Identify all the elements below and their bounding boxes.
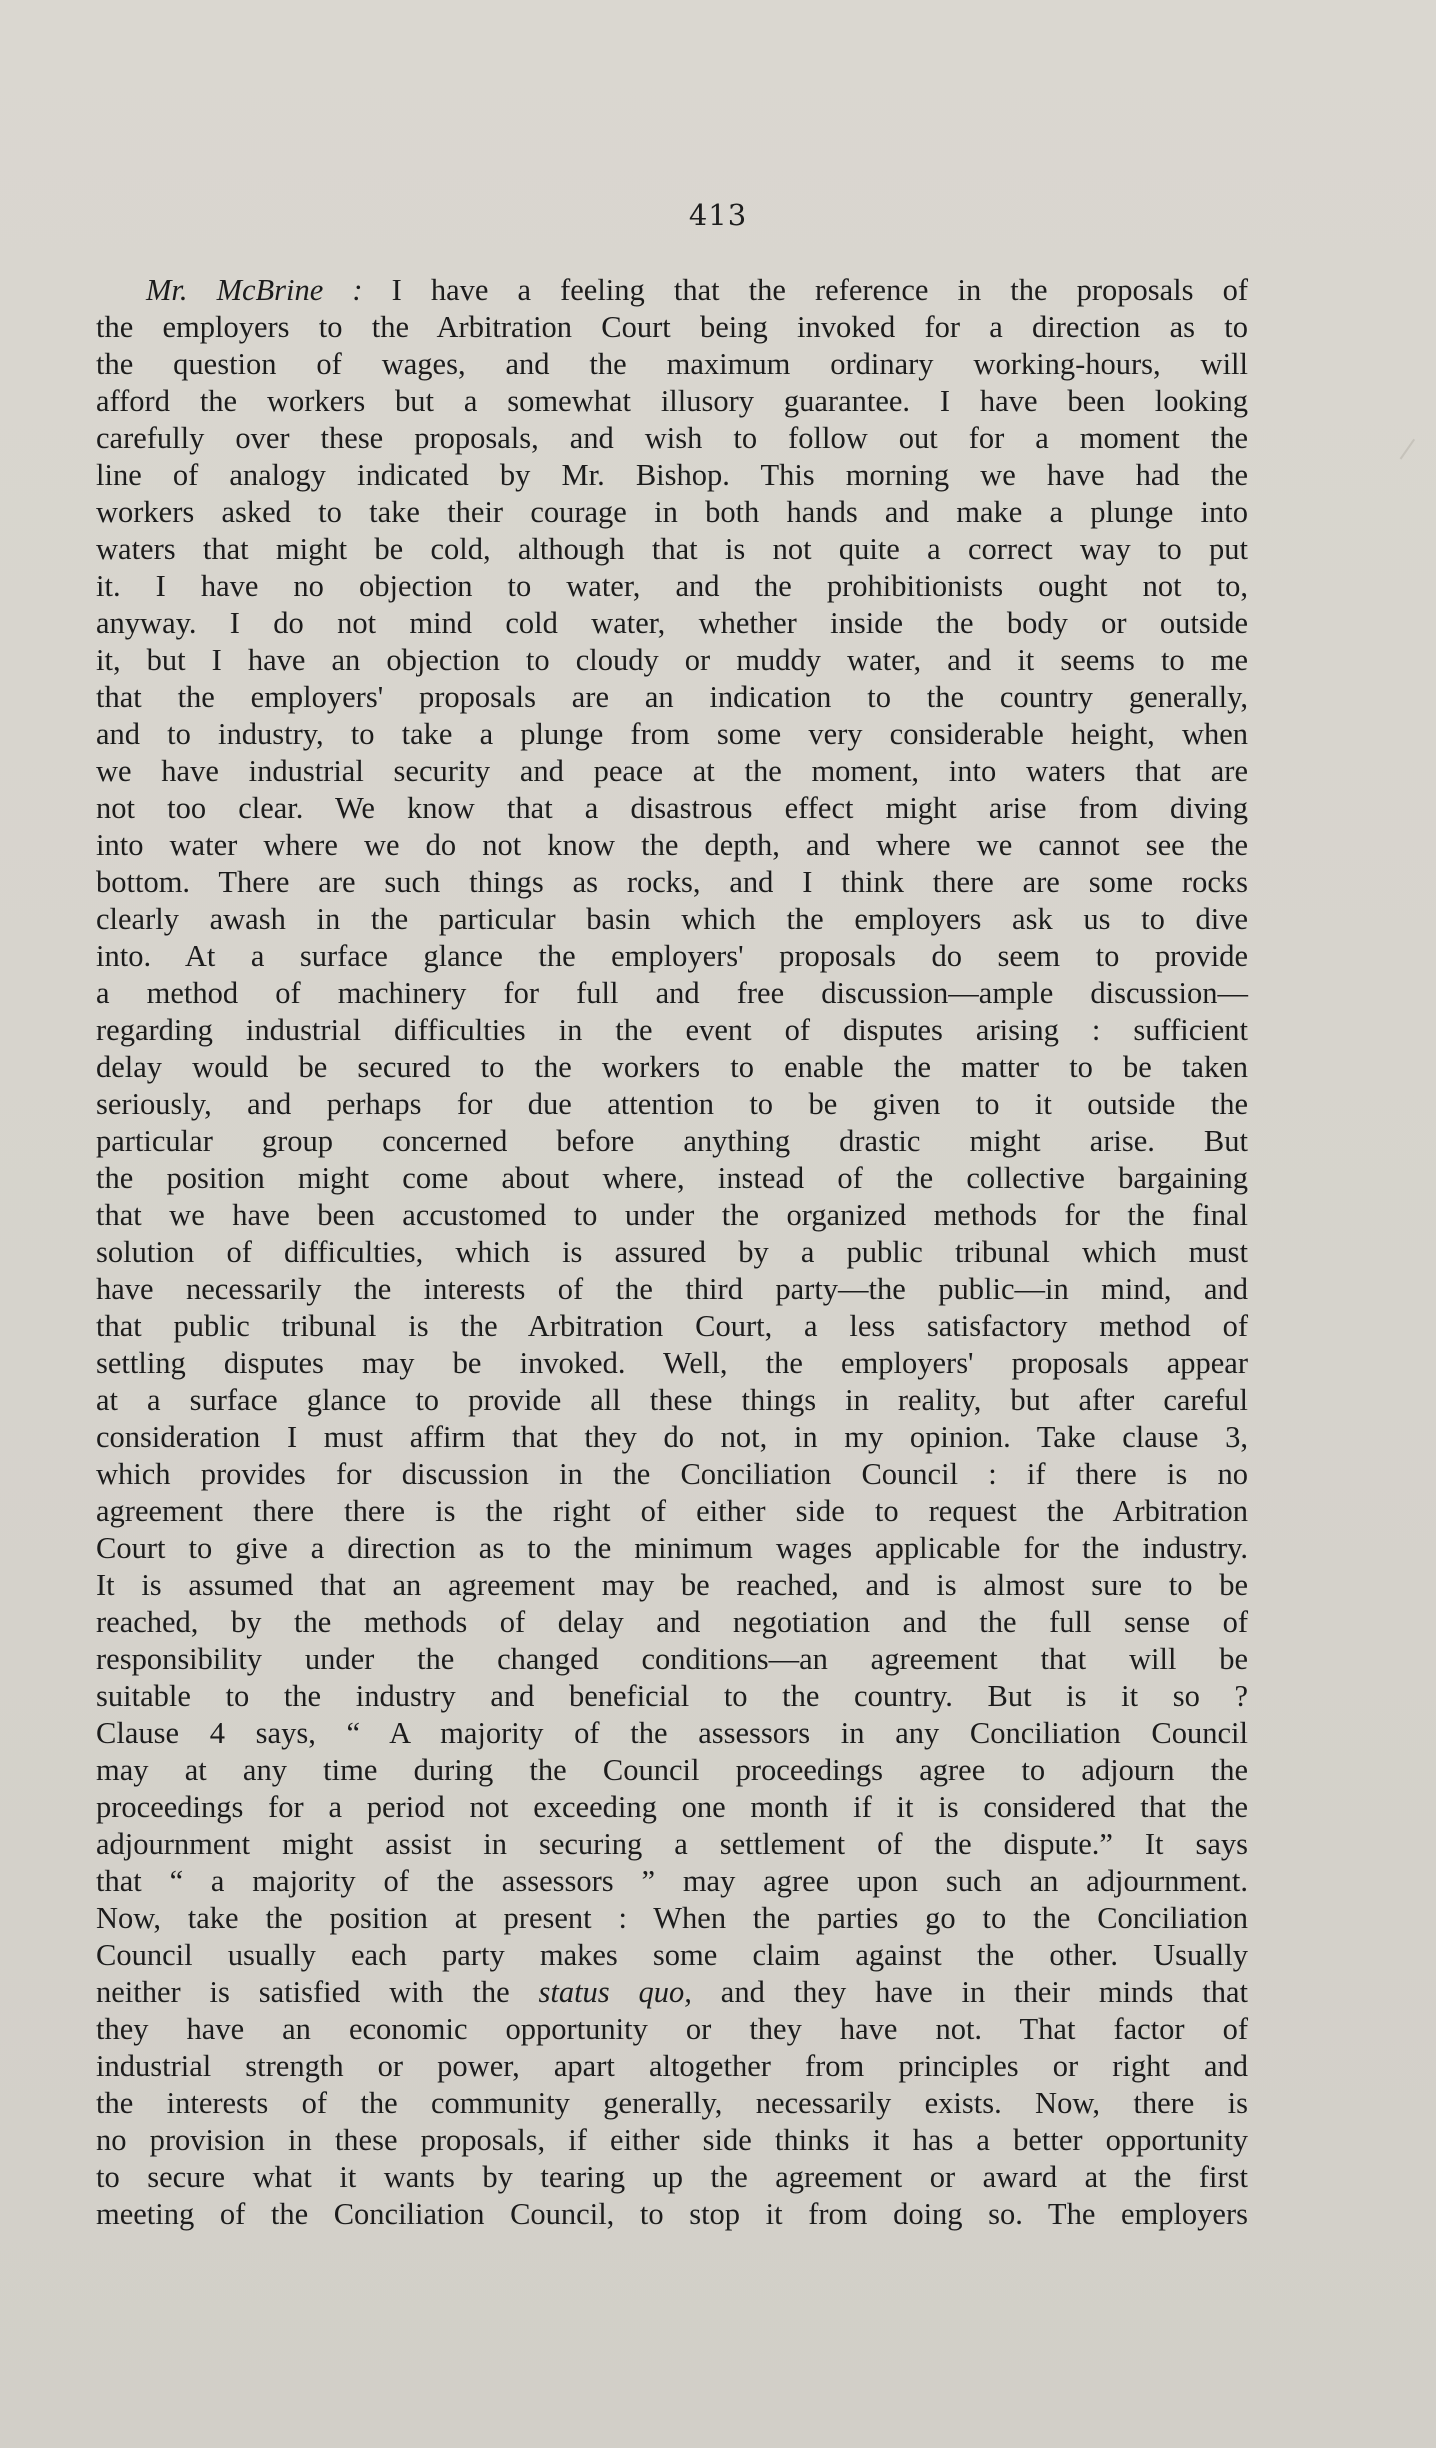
text-line: which provides for discussion in the Conciliation Council : if there is no bbox=[96, 1457, 1248, 1491]
text-line: regarding industrial difficulties in the event of disputes arising : sufficient bbox=[96, 1013, 1248, 1047]
text-line: a method of machinery for full and free discussion—ample discussion— bbox=[96, 976, 1248, 1010]
text-line: meeting of the Conciliation Council, to stop it from doing so. The employers bbox=[96, 2197, 1248, 2231]
text-line: Clause 4 says, “ A majority of the assessors in any Conciliation Council bbox=[96, 1716, 1248, 1750]
text-line: settling disputes may be invoked. Well, the employers' proposals appear bbox=[96, 1346, 1248, 1380]
text-line: delay would be secured to the workers to enable the matter to be taken bbox=[96, 1050, 1248, 1084]
text-line: not too clear. We know that a disastrous effect might arise from diving bbox=[96, 791, 1248, 825]
text-line: Now, take the position at present : When the parties go to the Conciliation bbox=[96, 1901, 1248, 1935]
status-quo-italic: status quo, bbox=[538, 1975, 692, 2009]
status-line-before: neither is satisfied with the bbox=[96, 1975, 510, 2009]
text-line: seriously, and perhaps for due attention to be given to it outside the bbox=[96, 1087, 1248, 1121]
text-line: that “ a majority of the assessors ” may agree upon such an adjournment. bbox=[96, 1864, 1248, 1898]
first-line-text: I have a feeling that the reference in the proposals of bbox=[391, 273, 1248, 307]
text-line: Council usually each party makes some claim against the other. Usually bbox=[96, 1938, 1248, 1972]
text-line: clearly awash in the particular basin which the employers ask us to dive bbox=[96, 902, 1248, 936]
text-line: to secure what it wants by tearing up the agreement or award at the first bbox=[96, 2160, 1248, 2194]
text-line: responsibility under the changed conditions—an agreement that will be bbox=[96, 1642, 1248, 1676]
text-line: they have an economic opportunity or they have not. That factor of bbox=[96, 2012, 1248, 2046]
text-line: afford the workers but a somewhat illusory guarantee. I have been looking bbox=[96, 384, 1248, 418]
text-line: waters that might be cold, although that is not quite a correct way to put bbox=[96, 532, 1248, 566]
speech-paragraph bbox=[96, 272, 1248, 2233]
text-line: the employers to the Arbitration Court being invoked for a direction as to bbox=[96, 310, 1248, 344]
text-line: at a surface glance to provide all these things in reality, but after careful bbox=[96, 1383, 1248, 1417]
text-line: anyway. I do not mind cold water, whether inside the body or outside bbox=[96, 606, 1248, 640]
text-line: Court to give a direction as to the minimum wages applicable for the industry. bbox=[96, 1531, 1248, 1565]
text-line: and to industry, to take a plunge from some very considerable height, when bbox=[96, 717, 1248, 751]
text-line: workers asked to take their courage in both hands and make a plunge into bbox=[96, 495, 1248, 529]
text-line: have necessarily the interests of the third party—the public—in mind, and bbox=[96, 1272, 1248, 1306]
text-line: agreement there there is the right of either side to request the Arbitration bbox=[96, 1494, 1248, 1528]
text-line: consideration I must affirm that they do not, in my opinion. Take clause 3, bbox=[96, 1420, 1248, 1454]
text-line: adjournment might assist in securing a settlement of the dispute.” It says bbox=[96, 1827, 1248, 1861]
text-line: no provision in these proposals, if either side thinks it has a better opportunity bbox=[96, 2123, 1248, 2157]
text-line: reached, by the methods of delay and negotiation and the full sense of bbox=[96, 1605, 1248, 1639]
text-line: the position might come about where, instead of the collective bargaining bbox=[96, 1161, 1248, 1195]
text-line: the interests of the community generally, necessarily exists. Now, there is bbox=[96, 2086, 1248, 2120]
text-line: that the employers' proposals are an indication to the country generally, bbox=[96, 680, 1248, 714]
body-lines bbox=[96, 309, 1248, 1974]
text-line: particular group concerned before anything drastic might arise. But bbox=[96, 1124, 1248, 1158]
text-line: It is assumed that an agreement may be reached, and is almost sure to be bbox=[96, 1568, 1248, 1602]
pencil-tick-mark bbox=[1385, 428, 1415, 459]
text-line: solution of difficulties, which is assured by a public tribunal which must bbox=[96, 1235, 1248, 1269]
text-line: line of analogy indicated by Mr. Bishop. This morning we have had the bbox=[96, 458, 1248, 492]
text-line: bottom. There are such things as rocks, and I think there are some rocks bbox=[96, 865, 1248, 899]
text-line: may at any time during the Council proceedings agree to adjourn the bbox=[96, 1753, 1248, 1787]
text-line: proceedings for a period not exceeding one month if it is considered that the bbox=[96, 1790, 1248, 1824]
status-line-after: and they have in their minds that bbox=[720, 1975, 1249, 2009]
paragraph-first-line bbox=[96, 272, 1248, 309]
closing-lines bbox=[96, 2011, 1248, 2233]
speaker-name: Mr. McBrine : bbox=[146, 273, 363, 307]
text-line: it, but I have an objection to cloudy or muddy water, and it seems to me bbox=[96, 643, 1248, 677]
text-line: suitable to the industry and beneficial to the country. But is it so ? bbox=[96, 1679, 1248, 1713]
text-line: carefully over these proposals, and wish to follow out for a moment the bbox=[96, 421, 1248, 455]
text-line: it. I have no objection to water, and the prohibitionists ought not to, bbox=[96, 569, 1248, 603]
text-line: the question of wages, and the maximum ordinary working-hours, will bbox=[96, 347, 1248, 381]
text-line: that public tribunal is the Arbitration Court, a less satisfactory method of bbox=[96, 1309, 1248, 1343]
status-quo-line bbox=[96, 1974, 1248, 2011]
text-line: into water where we do not know the depth, and where we cannot see the bbox=[96, 828, 1248, 862]
text-line: industrial strength or power, apart altogether from principles or right and bbox=[96, 2049, 1248, 2083]
text-line: into. At a surface glance the employers' proposals do seem to provide bbox=[96, 939, 1248, 973]
text-line: we have industrial security and peace at the moment, into waters that are bbox=[96, 754, 1248, 788]
page-number: 413 bbox=[688, 198, 748, 232]
text-line: that we have been accustomed to under the organized methods for the final bbox=[96, 1198, 1248, 1232]
